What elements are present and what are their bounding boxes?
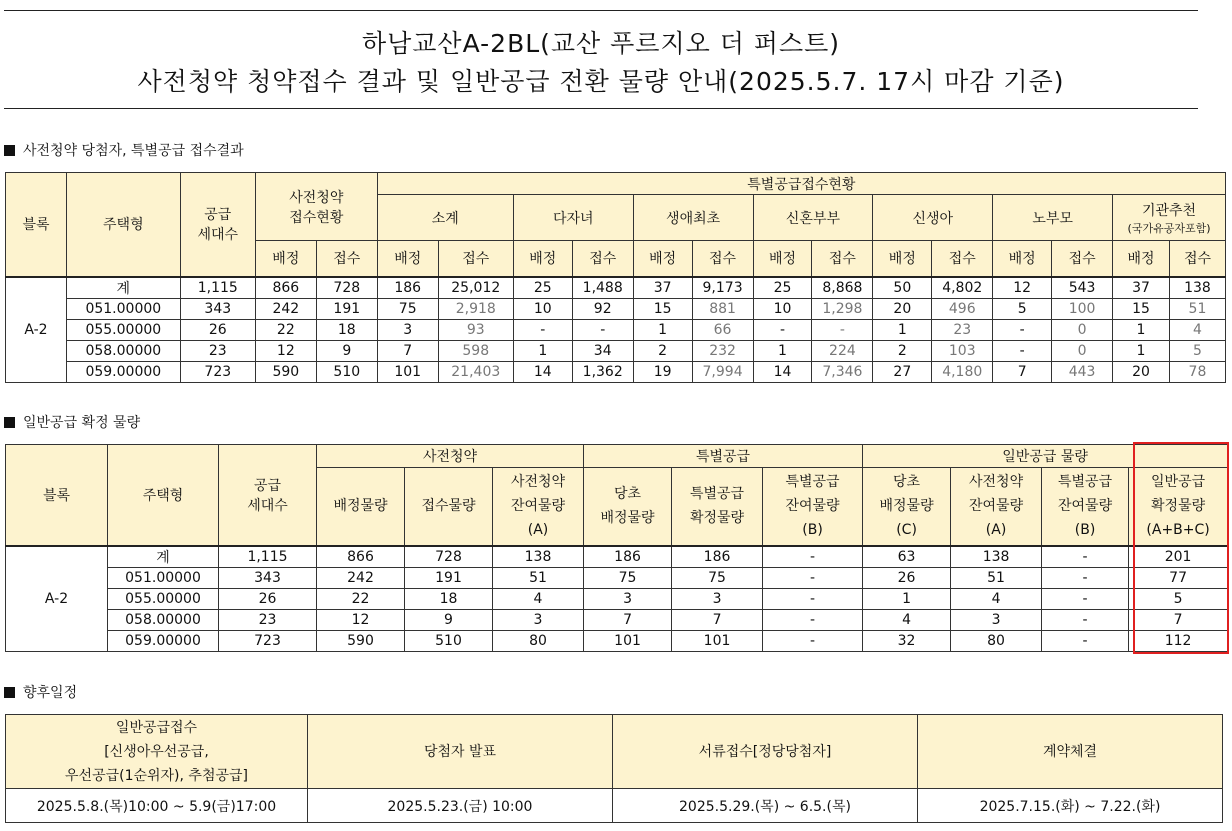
- value-cell: 63: [863, 546, 951, 568]
- value-cell: -: [1042, 567, 1129, 588]
- value-cell: 5: [1169, 340, 1225, 361]
- header-general: 일반공급 물량: [863, 445, 1228, 468]
- value-cell: 598: [438, 340, 513, 361]
- value-cell: 4,802: [932, 277, 993, 299]
- value-cell: 138: [951, 546, 1042, 568]
- value-cell: 20: [1113, 361, 1170, 382]
- header-alloc: 배정: [873, 241, 932, 277]
- value-cell: 186: [672, 546, 763, 568]
- value-cell: 1: [513, 340, 572, 361]
- header-recv: 접수: [812, 241, 873, 277]
- value-cell: 26: [863, 567, 951, 588]
- general-supply-table: [5, 444, 1228, 652]
- header-group-firsttime: 생애최초: [633, 195, 753, 241]
- value-cell: 7: [993, 361, 1052, 382]
- section3-heading: [4, 682, 77, 702]
- header-alloc: 배정: [753, 241, 812, 277]
- header-sp-initial: 당초 배정물량: [584, 468, 672, 546]
- value-cell: 1: [863, 588, 951, 609]
- value-cell: 15: [1113, 298, 1170, 319]
- section2-heading: [4, 412, 140, 432]
- value-cell: 1: [873, 319, 932, 340]
- value-cell: 23: [219, 609, 317, 630]
- value-cell: 26: [180, 319, 255, 340]
- table-row: [6, 546, 1228, 568]
- header-alloc: 배정: [633, 241, 692, 277]
- schedule-table: [5, 714, 1223, 823]
- value-cell: 443: [1052, 361, 1113, 382]
- value-cell: -: [763, 546, 863, 568]
- value-cell: 100: [1052, 298, 1113, 319]
- value-cell: 343: [180, 298, 255, 319]
- value-cell: 866: [317, 546, 405, 568]
- value-cell: 1: [753, 340, 812, 361]
- header-g-initial: 당초 배정물량 (C): [863, 468, 951, 546]
- header-supply: 공급 세대수: [219, 445, 317, 546]
- header-supply: 공급 세대수: [180, 173, 255, 277]
- value-cell: 7,346: [812, 361, 873, 382]
- block-cell: A-2: [6, 277, 67, 383]
- square-bullet-icon: [4, 417, 15, 428]
- header-recv: 접수: [572, 241, 633, 277]
- value-cell: 9: [316, 340, 377, 361]
- value-cell: 27: [873, 361, 932, 382]
- value-cell: 50: [873, 277, 932, 299]
- type-cell: 059.00000: [66, 361, 180, 382]
- value-cell: 66: [692, 319, 753, 340]
- value-cell: 224: [812, 340, 873, 361]
- header-type: 주택형: [108, 445, 219, 546]
- value-cell: 112: [1129, 630, 1228, 651]
- value-cell: 51: [1169, 298, 1225, 319]
- value-cell: 18: [316, 319, 377, 340]
- value-cell: 25: [513, 277, 572, 299]
- header-group-institution: 기관추천 (국가유공자포함): [1113, 195, 1226, 241]
- value-cell: 26: [219, 588, 317, 609]
- value-cell: 2,918: [438, 298, 513, 319]
- value-cell: 186: [584, 546, 672, 568]
- page-title-line2: 사전청약 청약접수 결과 및 일반공급 전환 물량 안내(2025.5.7. 17시 마감 기준): [137, 67, 1065, 96]
- table-row: [6, 630, 1228, 651]
- value-cell: -: [753, 319, 812, 340]
- table-row: [6, 588, 1228, 609]
- header-general-receipt: 일반공급접수 [신생아우선공급, 우선공급(1순위자), 추첨공급]: [6, 715, 308, 789]
- type-cell: 059.00000: [108, 630, 219, 651]
- value-cell: 1: [1113, 319, 1170, 340]
- value-cell: 242: [317, 567, 405, 588]
- value-cell: 1,115: [180, 277, 255, 299]
- value-cell: 9: [405, 609, 493, 630]
- top-rule: [4, 10, 1198, 11]
- value-cell: 103: [932, 340, 993, 361]
- value-cell: 22: [317, 588, 405, 609]
- type-cell: 055.00000: [108, 588, 219, 609]
- value-cell: 4: [493, 588, 584, 609]
- value-cell: 590: [317, 630, 405, 651]
- value-cell: -: [572, 319, 633, 340]
- header-alloc: 배정: [513, 241, 572, 277]
- header-type: 주택형: [66, 173, 180, 277]
- table-row: [6, 340, 1226, 361]
- value-cell: 3: [584, 588, 672, 609]
- value-cell: 4: [863, 609, 951, 630]
- value-cell: 866: [255, 277, 316, 299]
- general-receipt-date: 2025.5.8.(목)10:00 ~ 5.9(금)17:00: [6, 789, 308, 823]
- value-cell: 1,115: [219, 546, 317, 568]
- value-cell: 590: [255, 361, 316, 382]
- square-bullet-icon: [4, 145, 15, 156]
- header-g-sp-remaining: 특별공급 잔여물량 (B): [1042, 468, 1129, 546]
- value-cell: 201: [1129, 546, 1228, 568]
- value-cell: 510: [316, 361, 377, 382]
- header-contract: 계약체결: [918, 715, 1223, 789]
- type-cell: 계: [66, 277, 180, 299]
- value-cell: 543: [1052, 277, 1113, 299]
- value-cell: -: [993, 340, 1052, 361]
- value-cell: -: [1042, 630, 1129, 651]
- section2-heading-text: 일반공급 확정 물량: [23, 415, 141, 431]
- header-group-newborn: 신생아: [873, 195, 993, 241]
- value-cell: 34: [572, 340, 633, 361]
- header-alloc: 배정: [377, 241, 438, 277]
- value-cell: 7: [1129, 609, 1228, 630]
- value-cell: 101: [377, 361, 438, 382]
- value-cell: 7: [672, 609, 763, 630]
- value-cell: 138: [493, 546, 584, 568]
- header-special: 특별공급: [584, 445, 863, 468]
- value-cell: 20: [873, 298, 932, 319]
- value-cell: -: [1042, 609, 1129, 630]
- header-sp-confirmed: 특별공급 확정물량: [672, 468, 763, 546]
- value-cell: 21,403: [438, 361, 513, 382]
- value-cell: 242: [255, 298, 316, 319]
- value-cell: 12: [317, 609, 405, 630]
- value-cell: 101: [584, 630, 672, 651]
- table-row: [6, 567, 1228, 588]
- table-row: [6, 609, 1228, 630]
- type-cell: 058.00000: [108, 609, 219, 630]
- table-row: [6, 277, 1226, 299]
- value-cell: 4,180: [932, 361, 993, 382]
- value-cell: 1,488: [572, 277, 633, 299]
- value-cell: 75: [584, 567, 672, 588]
- value-cell: 14: [753, 361, 812, 382]
- value-cell: 37: [633, 277, 692, 299]
- type-cell: 055.00000: [66, 319, 180, 340]
- value-cell: 5: [993, 298, 1052, 319]
- block-cell: A-2: [6, 546, 108, 652]
- value-cell: 3: [493, 609, 584, 630]
- title-bottom-rule: [4, 108, 1198, 109]
- value-cell: 10: [513, 298, 572, 319]
- value-cell: 101: [672, 630, 763, 651]
- docs-date: 2025.5.29.(목) ~ 6.5.(목): [613, 789, 918, 823]
- value-cell: 728: [405, 546, 493, 568]
- value-cell: -: [1042, 588, 1129, 609]
- value-cell: 2: [633, 340, 692, 361]
- header-winner: 당첨자 발표: [308, 715, 613, 789]
- header-group-subtotal: 소계: [377, 195, 513, 241]
- header-sp-remaining: 특별공급 잔여물량 (B): [763, 468, 863, 546]
- value-cell: 728: [316, 277, 377, 299]
- header-g-confirmed: 일반공급 확정물량 (A+B+C): [1129, 468, 1228, 546]
- value-cell: 0: [1052, 340, 1113, 361]
- value-cell: -: [993, 319, 1052, 340]
- header-alloc: 배정: [993, 241, 1052, 277]
- value-cell: 138: [1169, 277, 1225, 299]
- header-group-multichild: 다자녀: [513, 195, 633, 241]
- type-cell: 051.00000: [66, 298, 180, 319]
- value-cell: -: [812, 319, 873, 340]
- value-cell: 496: [932, 298, 993, 319]
- value-cell: 12: [993, 277, 1052, 299]
- value-cell: 12: [255, 340, 316, 361]
- header-block: 블록: [6, 173, 67, 277]
- value-cell: 51: [493, 567, 584, 588]
- value-cell: 51: [951, 567, 1042, 588]
- value-cell: 22: [255, 319, 316, 340]
- value-cell: 343: [219, 567, 317, 588]
- section1-heading-text: 사전청약 당첨자, 특별공급 접수결과: [23, 143, 244, 159]
- header-recv: 접수: [1052, 241, 1113, 277]
- value-cell: 191: [405, 567, 493, 588]
- value-cell: 93: [438, 319, 513, 340]
- value-cell: 80: [493, 630, 584, 651]
- type-cell: 051.00000: [108, 567, 219, 588]
- page-title-line1: 하남교산A-2BL(교산 푸르지오 더 퍼스트): [361, 29, 840, 58]
- value-cell: 1,298: [812, 298, 873, 319]
- value-cell: 25,012: [438, 277, 513, 299]
- winner-date: 2025.5.23.(금) 10:00: [308, 789, 613, 823]
- value-cell: 5: [1129, 588, 1228, 609]
- header-g-pre-remaining: 사전청약 잔여물량 (A): [951, 468, 1042, 546]
- header-pre: 사전청약: [317, 445, 584, 468]
- section1-heading: [4, 140, 244, 160]
- value-cell: 37: [1113, 277, 1170, 299]
- header-pre-recv: 접수물량: [405, 468, 493, 546]
- value-cell: 3: [951, 609, 1042, 630]
- value-cell: 7,994: [692, 361, 753, 382]
- value-cell: 25: [753, 277, 812, 299]
- value-cell: 9,173: [692, 277, 753, 299]
- value-cell: 14: [513, 361, 572, 382]
- value-cell: 510: [405, 630, 493, 651]
- value-cell: -: [513, 319, 572, 340]
- value-cell: 881: [692, 298, 753, 319]
- value-cell: 23: [932, 319, 993, 340]
- type-cell: 058.00000: [66, 340, 180, 361]
- header-pre-status: 사전청약 접수현황: [255, 173, 377, 241]
- value-cell: 0: [1052, 319, 1113, 340]
- value-cell: 23: [180, 340, 255, 361]
- value-cell: 19: [633, 361, 692, 382]
- value-cell: 78: [1169, 361, 1225, 382]
- table-row: [6, 361, 1226, 382]
- header-group-newlywed: 신혼부부: [753, 195, 873, 241]
- value-cell: 15: [633, 298, 692, 319]
- header-special-status: 특별공급접수현황: [377, 173, 1225, 195]
- header-alloc: 배정: [255, 241, 316, 277]
- value-cell: -: [763, 588, 863, 609]
- contract-date: 2025.7.15.(화) ~ 7.22.(화): [918, 789, 1223, 823]
- header-recv: 접수: [932, 241, 993, 277]
- value-cell: 191: [316, 298, 377, 319]
- value-cell: 77: [1129, 567, 1228, 588]
- type-cell: 계: [108, 546, 219, 568]
- header-block: 블록: [6, 445, 108, 546]
- header-group-elderly: 노부모: [993, 195, 1113, 241]
- header-pre-alloc: 배정물량: [317, 468, 405, 546]
- value-cell: 32: [863, 630, 951, 651]
- value-cell: 8,868: [812, 277, 873, 299]
- header-recv: 접수: [316, 241, 377, 277]
- table-row: [6, 298, 1226, 319]
- value-cell: 2: [873, 340, 932, 361]
- square-bullet-icon: [4, 687, 15, 698]
- value-cell: -: [763, 567, 863, 588]
- value-cell: -: [763, 609, 863, 630]
- header-recv: 접수: [438, 241, 513, 277]
- header-alloc: 배정: [1113, 241, 1170, 277]
- value-cell: 10: [753, 298, 812, 319]
- value-cell: 1,362: [572, 361, 633, 382]
- value-cell: 75: [672, 567, 763, 588]
- value-cell: 4: [951, 588, 1042, 609]
- value-cell: 18: [405, 588, 493, 609]
- section3-heading-text: 향후일정: [23, 685, 78, 701]
- header-docs: 서류접수[정당당첨자]: [613, 715, 918, 789]
- table-row: [6, 319, 1226, 340]
- value-cell: 232: [692, 340, 753, 361]
- value-cell: 80: [951, 630, 1042, 651]
- value-cell: 7: [584, 609, 672, 630]
- value-cell: -: [1042, 546, 1129, 568]
- value-cell: 723: [219, 630, 317, 651]
- value-cell: -: [763, 630, 863, 651]
- value-cell: 1: [633, 319, 692, 340]
- value-cell: 723: [180, 361, 255, 382]
- pre-subscription-results-table: [5, 172, 1226, 383]
- value-cell: 3: [672, 588, 763, 609]
- value-cell: 1: [1113, 340, 1170, 361]
- header-recv: 접수: [692, 241, 753, 277]
- value-cell: 3: [377, 319, 438, 340]
- value-cell: 7: [377, 340, 438, 361]
- header-recv: 접수: [1169, 241, 1225, 277]
- value-cell: 75: [377, 298, 438, 319]
- header-pre-remaining: 사전청약 잔여물량 (A): [493, 468, 584, 546]
- value-cell: 92: [572, 298, 633, 319]
- value-cell: 186: [377, 277, 438, 299]
- value-cell: 4: [1169, 319, 1225, 340]
